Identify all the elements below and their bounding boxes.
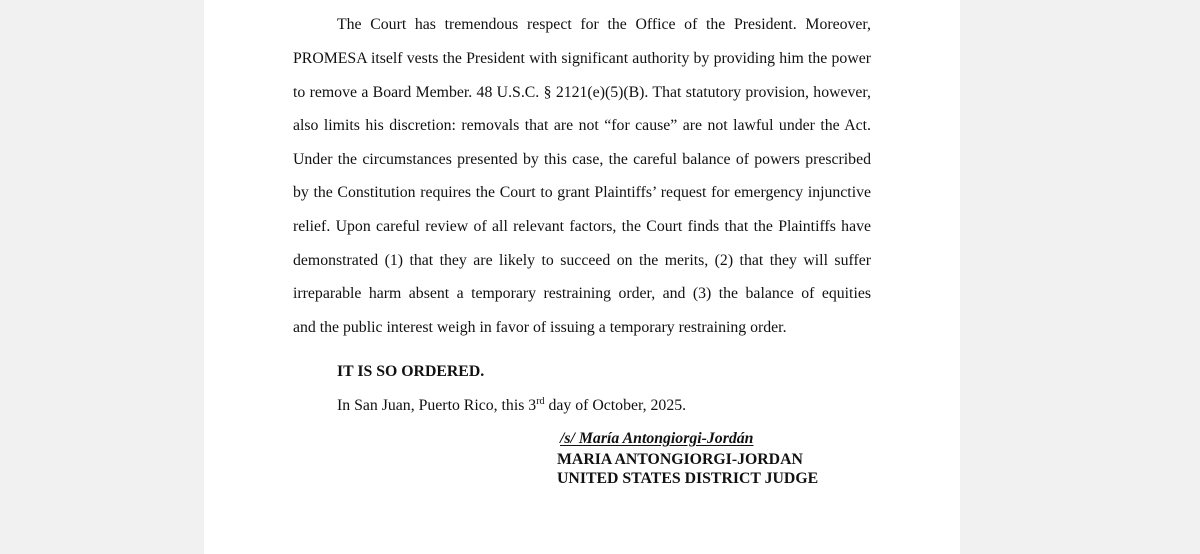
electronic-signature: /s/ María Antongiorgi-Jordán [560,430,754,447]
paragraph-line-5: Under the circumstances presented by this case, the careful balance of powers prescribed [293,151,871,168]
paragraph-line-9: irreparable harm absent a temporary restraining order, and (3) the balance of equities [293,285,871,302]
paragraph-line-1: The Court has tremendous respect for the Office of the President. Moreover, [337,16,871,33]
paragraph-line-2: PROMESA itself vests the President with significant authority by providing him the power [293,50,871,67]
document-page [204,0,960,554]
dateline-end: day of October, 2025. [544,397,687,414]
paragraph-line-3: to remove a Board Member. 48 U.S.C. § 2121(e)(5)(B). That statutory provision, however, [293,84,871,101]
ordinal-suffix: rd [536,396,545,407]
paragraph-line-7: relief. Upon careful review of all relevant factors, the Court finds that the Plaintiffs have [293,218,871,235]
paragraph-line-6: by the Constitution requires the Court to grant Plaintiffs’ request for emergency injunctive [293,184,871,201]
so-ordered-heading: IT IS SO ORDERED. [337,363,485,380]
paragraph-line-8: demonstrated (1) that they are likely to succeed on the merits, (2) that they will suffer [293,252,871,269]
dateline [337,396,686,416]
judge-title: UNITED STATES DISTRICT JUDGE [557,470,819,487]
dateline-start: In San Juan, Puerto Rico, this 3 [337,397,537,414]
judge-name: MARIA ANTONGIORGI-JORDAN [557,451,803,468]
paragraph-line-4: also limits his discretion: removals that are not “for cause” are not lawful under the Act. [293,117,871,134]
paragraph-line-10: and the public interest weigh in favor of issuing a temporary restraining order. [293,319,787,336]
